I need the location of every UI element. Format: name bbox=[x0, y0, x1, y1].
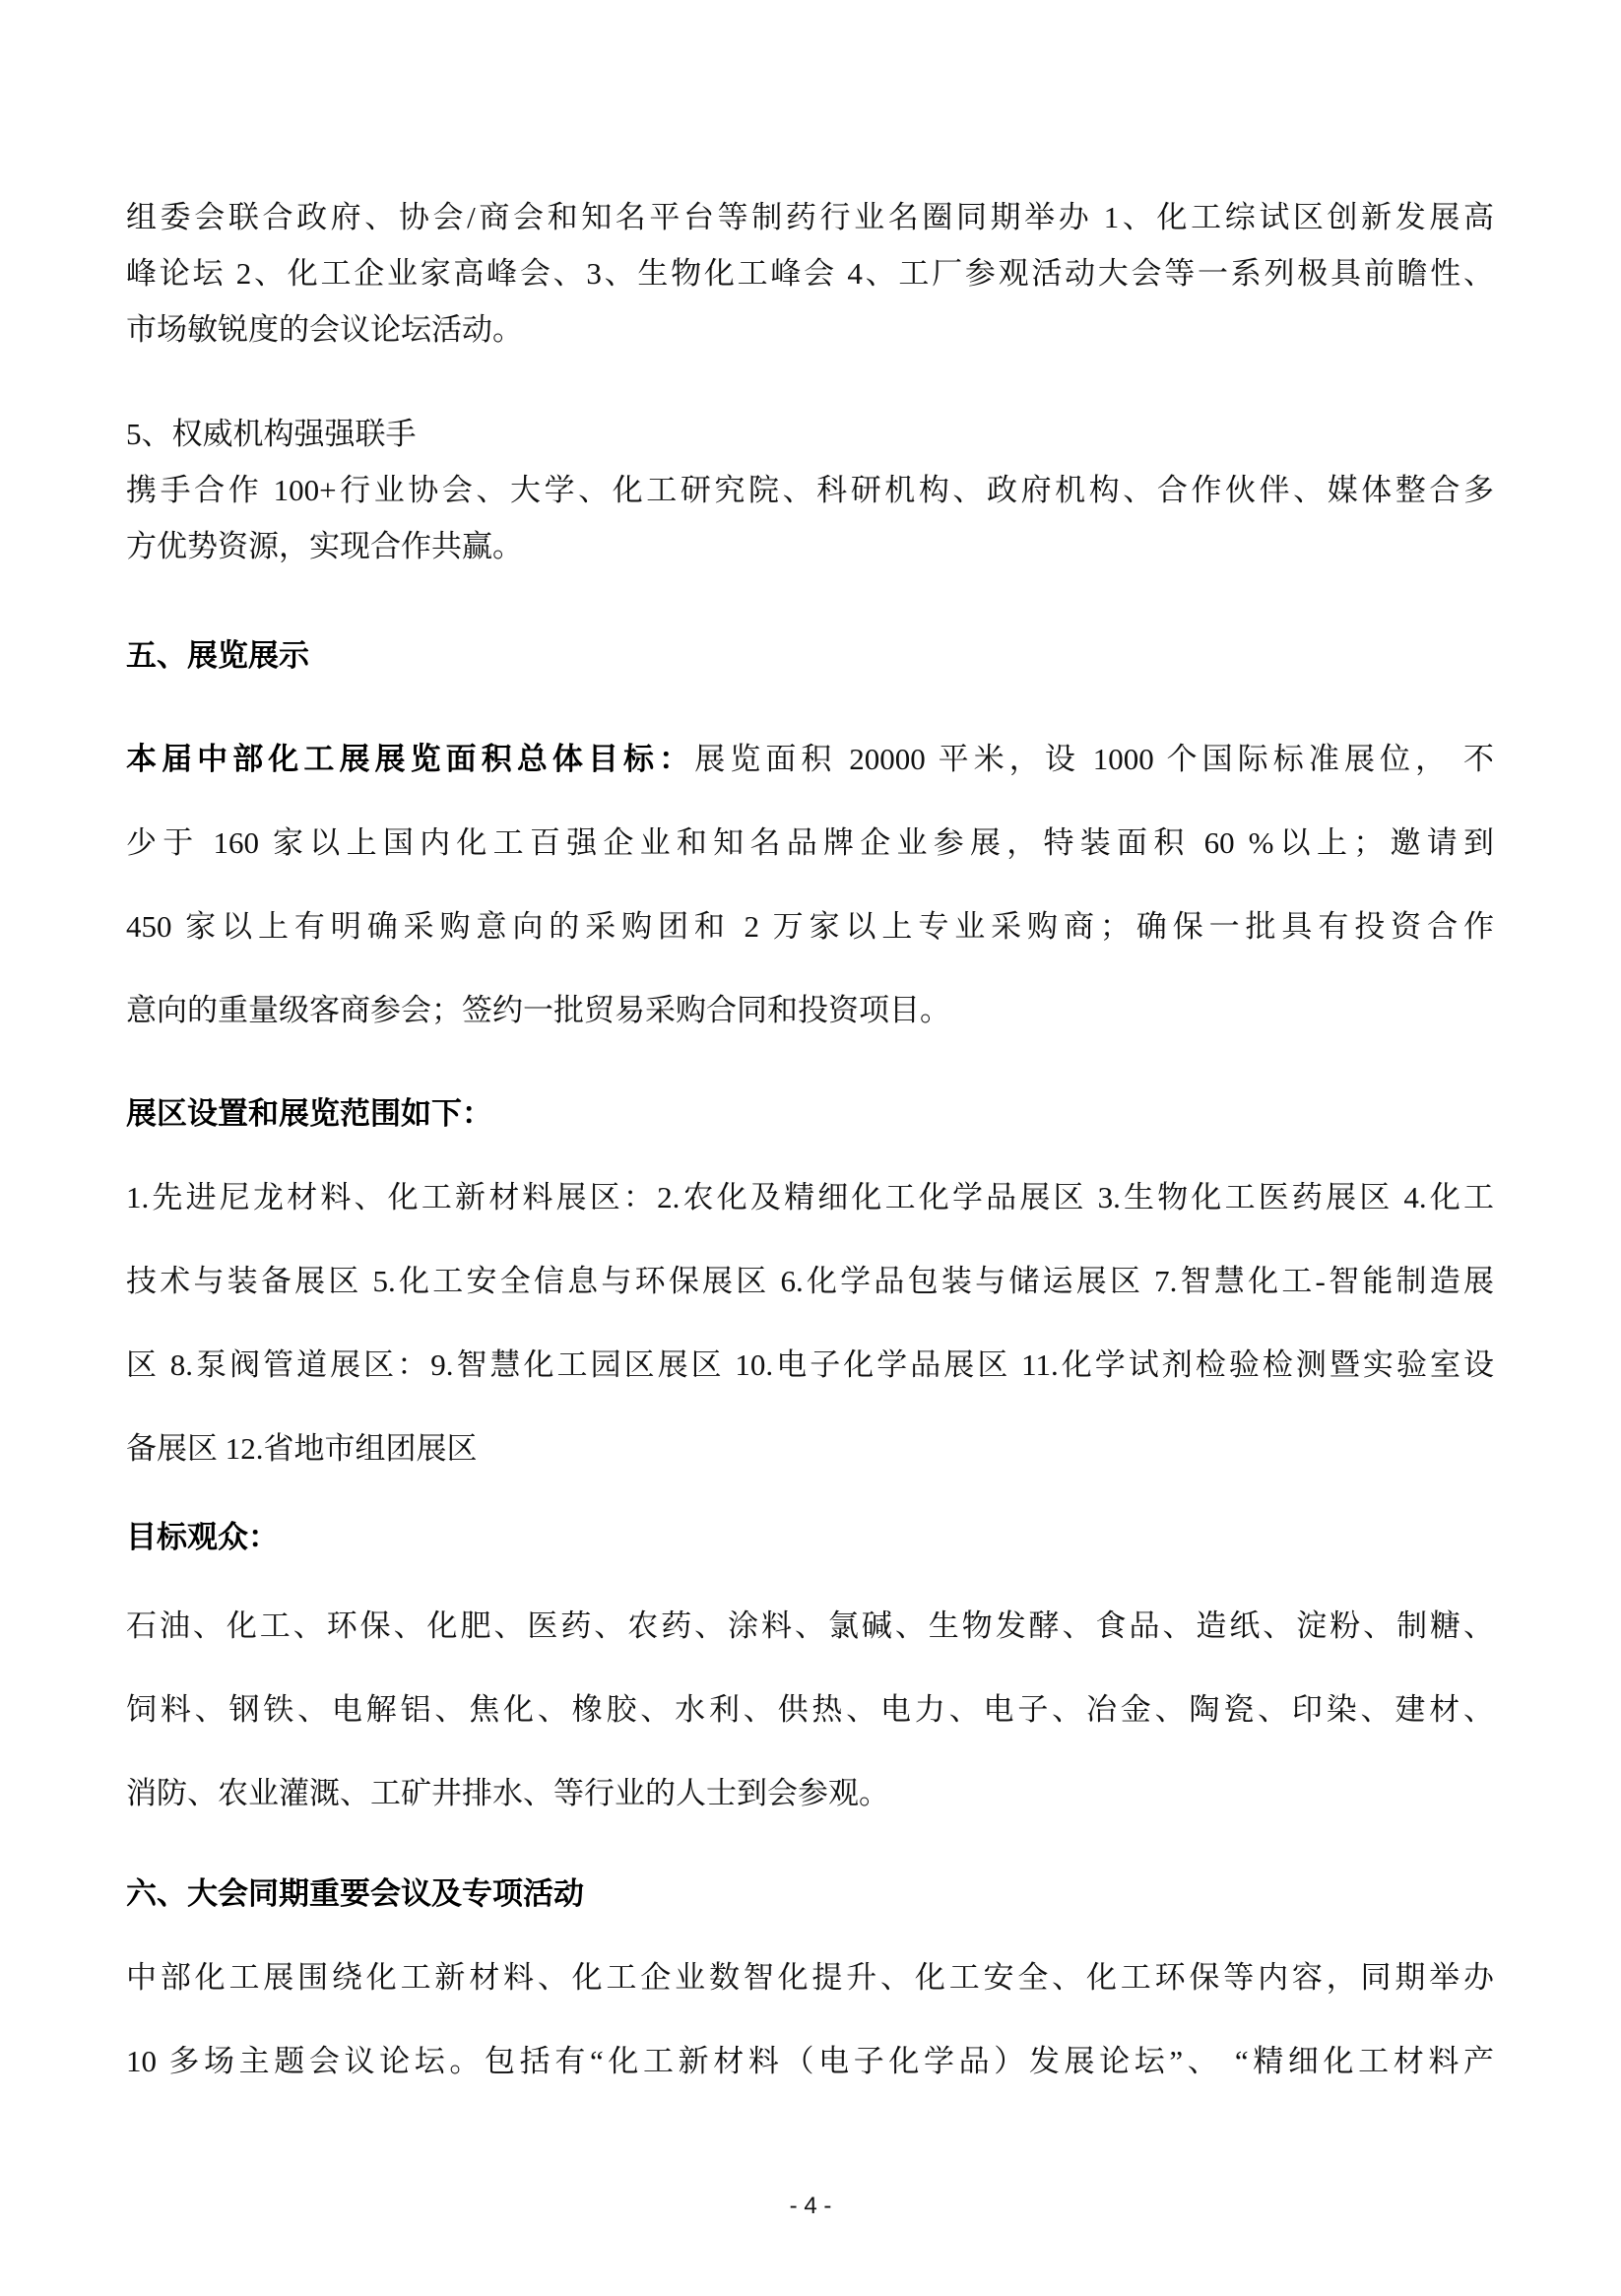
text-line: 峰论坛 2、化工企业家高峰会、3、生物化工峰会 4、工厂参观活动大会等一系列极具前瞻性、 bbox=[126, 256, 1494, 291]
text-line: 10 多场主题会议论坛。包括有“化工新材料（电子化学品）发展论坛”、 “精细化工材料产 bbox=[126, 2044, 1494, 2078]
page-number: - 4 - bbox=[789, 2193, 832, 2219]
paragraph-zones-list bbox=[126, 1155, 1494, 1490]
text-line: 市场敏锐度的会议论坛活动。 bbox=[126, 312, 523, 347]
text-line: 少于 160 家以上国内化工百强企业和知名品牌企业参展，特装面积 60 %以上；邀请到 bbox=[126, 825, 1494, 860]
paragraph-forums-continuation bbox=[126, 189, 1494, 358]
text-line: 450 家以上有明确采购意向的采购团和 2 万家以上专业采购商；确保一批具有投资合作 bbox=[126, 909, 1494, 944]
text-line: 意向的重量级客商参会；签约一批贸易采购合同和投资项目。 bbox=[126, 993, 950, 1027]
paragraph-exhibition-goal bbox=[126, 717, 1494, 1052]
text-line: 1.先进尼龙材料、化工新材料展区：2.农化及精细化工化学品展区 3.生物化工医药展区 4.化工 bbox=[126, 1180, 1494, 1214]
text-line: 区 8.泵阀管道展区：9.智慧化工园区展区 10.电子化学品展区 11.化学试剂检验检测暨实验室设 bbox=[126, 1347, 1494, 1382]
inline-bold-label: 本届中部化工展展览面积总体目标： bbox=[126, 742, 695, 776]
text-line: 中部化工展围绕化工新材料、化工企业数智化提升、化工安全、化工环保等内容，同期举办 bbox=[126, 1960, 1494, 1995]
text-line: 组委会联合政府、协会/商会和知名平台等制药行业名圈同期举办 1、化工综试区创新发展高 bbox=[126, 200, 1494, 234]
paragraph-concurrent-conferences bbox=[126, 1935, 1494, 2103]
text-line: 技术与装备展区 5.化工安全信息与环保展区 6.化学品包装与储运展区 7.智慧化工-智能制造展 bbox=[126, 1264, 1494, 1298]
text-line: 消防、农业灌溉、工矿井排水、等行业的人士到会参观。 bbox=[126, 1776, 889, 1810]
page-content bbox=[126, 0, 1494, 2103]
section-heading-zones: 展区设置和展览范围如下： bbox=[126, 1096, 492, 1131]
text-line: 本届中部化工展展览面积总体目标：展览面积 20000 平米，设 1000 个国际标准展位， 不 bbox=[126, 742, 1494, 776]
section-heading-target-audience: 目标观众： bbox=[126, 1520, 279, 1554]
paragraph-audience-list bbox=[126, 1584, 1494, 1835]
text-line: 方优势资源，实现合作共赢。 bbox=[126, 529, 523, 563]
section-heading-concurrent-conferences: 六、大会同期重要会议及专项活动 bbox=[126, 1876, 584, 1911]
section-heading-exhibition-display: 五、展览展示 bbox=[126, 638, 309, 673]
text-line: 备展区 12.省地市组团展区 bbox=[126, 1431, 478, 1466]
text-line: 饲料、钢铁、电解铝、焦化、橡胶、水利、供热、电力、电子、冶金、陶瓷、印染、建材、 bbox=[126, 1692, 1494, 1727]
paragraph-authoritative-partners bbox=[126, 406, 1494, 574]
text-line: 石油、化工、环保、化肥、医药、农药、涂料、氯碱、生物发酵、食品、造纸、淀粉、制糖、 bbox=[126, 1608, 1494, 1643]
text-line: 携手合作 100+行业协会、大学、化工研究院、科研机构、政府机构、合作伙伴、媒体整合多 bbox=[126, 473, 1494, 507]
text-line: 5、权威机构强强联手 bbox=[126, 417, 417, 451]
